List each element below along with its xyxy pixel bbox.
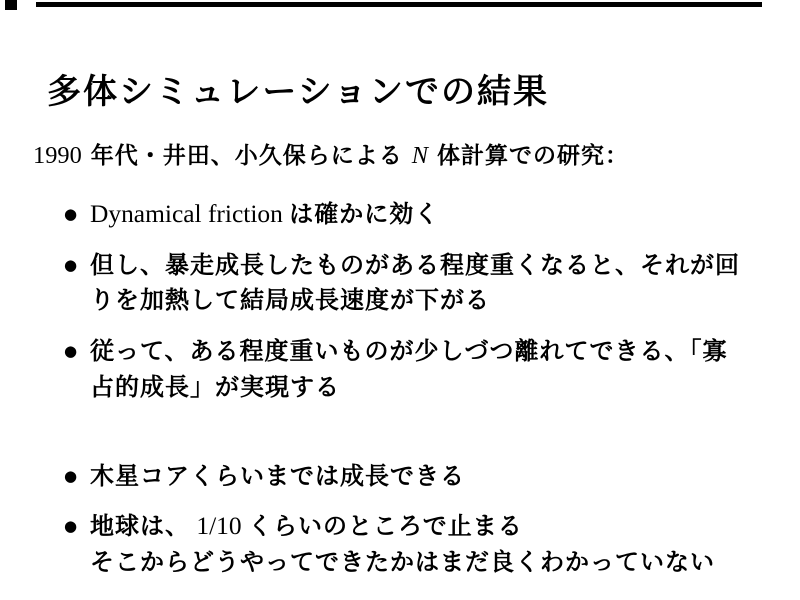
bullet-item-5 xyxy=(64,506,523,541)
bullet-icon: ● xyxy=(64,517,78,535)
bullet-2-text-line2: りを加熱して結局成長速度が下がる xyxy=(90,286,490,314)
scan-artifact-square xyxy=(5,0,17,10)
bullet-icon: ● xyxy=(64,205,78,223)
bullet-item-3 xyxy=(64,331,728,366)
bullet-5-text-a: 地球は、 xyxy=(90,512,190,540)
bullet-item-3-continuation xyxy=(90,367,340,402)
bullet-3-text-line2: 占的成長」が実現する xyxy=(90,373,340,401)
bullet-1-latin: Dynamical friction xyxy=(90,199,290,228)
bullet-3-text-line1: 従って、ある程度重いものが少しづつ離れてできる、「寡 xyxy=(90,337,728,365)
bullet-item-1 xyxy=(64,194,439,229)
intro-year: 1990 xyxy=(33,142,82,169)
bullet-5-text-b: くらいのところで止まる xyxy=(247,512,523,540)
bullet-icon: ● xyxy=(64,467,78,485)
bullet-1-text: は確かに効く xyxy=(289,200,440,228)
bullet-icon: ● xyxy=(64,342,78,360)
bullet-5-text-line2: そこからどうやってできたかはまだ良くわかっていない xyxy=(90,548,715,576)
page-title: 多体シミュレーションでの結果 xyxy=(47,72,549,112)
intro-text-a: 年代・井田、小久保らによる xyxy=(81,143,412,169)
bullet-item-2-continuation xyxy=(90,280,490,315)
scan-artifact-bar xyxy=(36,2,762,7)
bullet-item-2 xyxy=(64,245,740,280)
bullet-4-text: 木星コアくらいまでは成長できる xyxy=(90,462,465,490)
intro-line xyxy=(33,137,629,170)
bullet-5-fraction: 1/10 xyxy=(190,511,248,540)
bullet-item-5-continuation xyxy=(90,542,715,577)
bullet-icon: ● xyxy=(64,256,78,274)
bullet-item-4 xyxy=(64,456,465,491)
bullet-2-text-line1: 但し、暴走成長したものがある程度重くなると、それが回 xyxy=(90,251,740,279)
intro-math-n: N xyxy=(411,142,429,169)
intro-text-b: 体計算での研究： xyxy=(428,143,630,169)
